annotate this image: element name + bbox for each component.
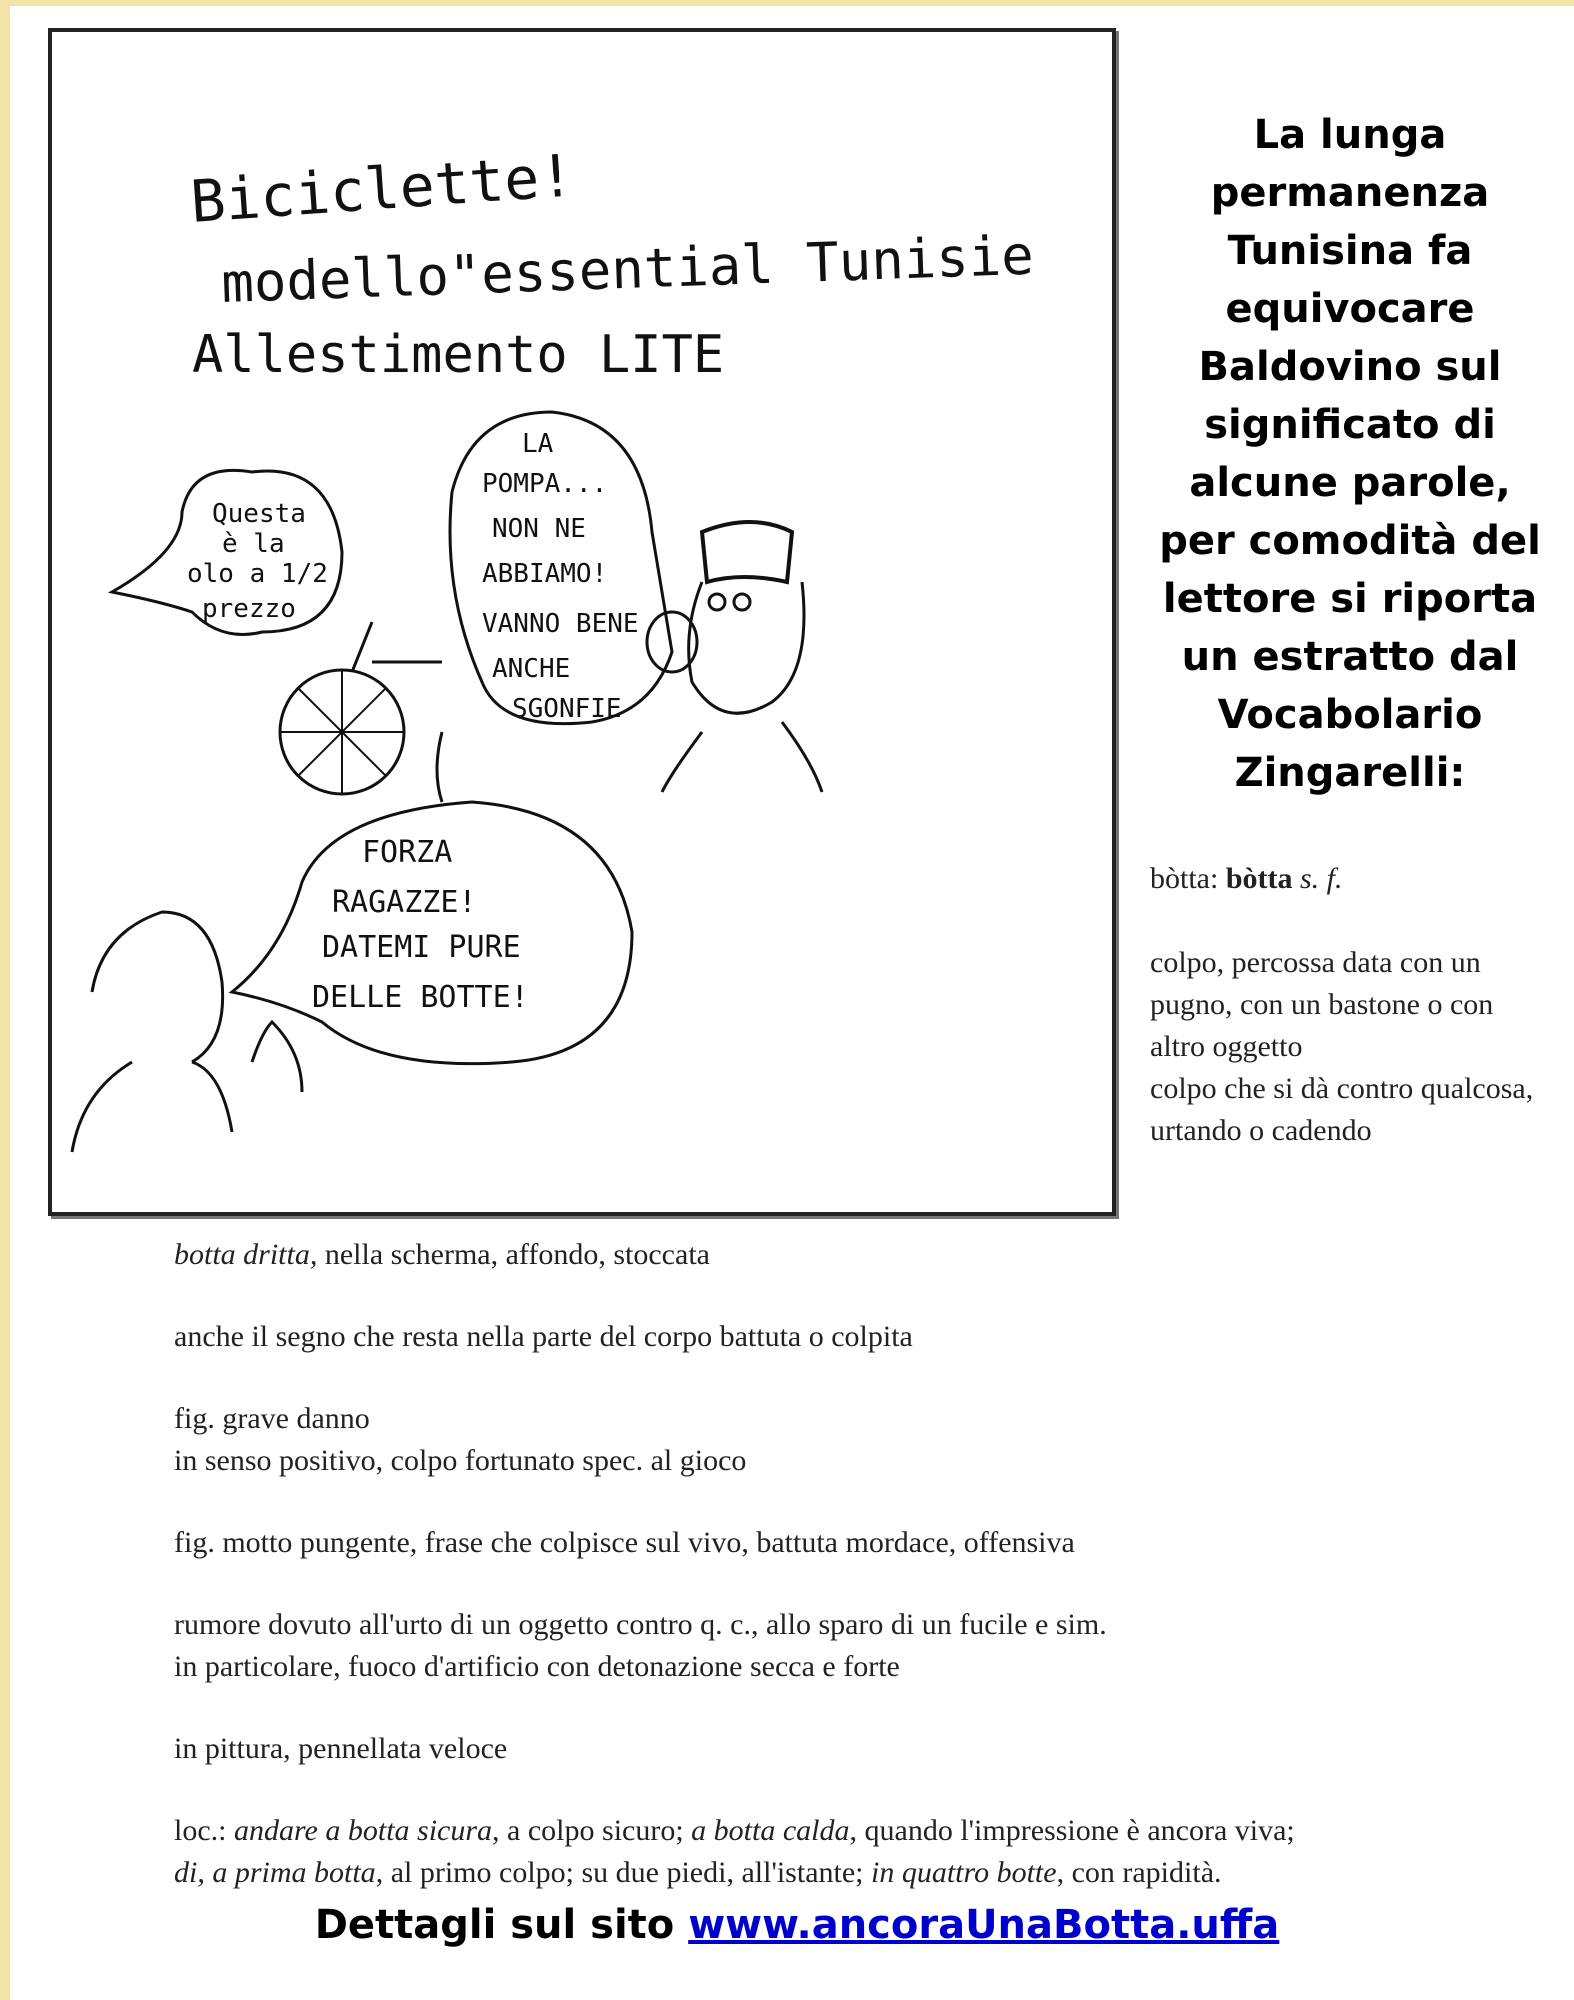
cartoon-heading-1: Biciclette!: [188, 141, 577, 236]
character-bald-icon: [72, 912, 302, 1152]
svg-text:prezzo: prezzo: [202, 594, 296, 624]
entry-pos: s. f.: [1300, 862, 1343, 895]
svg-text:RAGAZZE!: RAGAZZE!: [332, 885, 477, 920]
cartoon-image: [48, 28, 1116, 1216]
footer-label: Dettagli sul sito: [314, 1902, 689, 1948]
definition-4: anche il segno che resta nella parte del corpo battuta o colpita: [174, 1320, 913, 1353]
definition-3: botta dritta, nella scherma, affondo, stoccata: [174, 1238, 710, 1271]
svg-text:olo a 1/2: olo a 1/2: [187, 559, 328, 589]
character-fez-icon: [647, 522, 822, 792]
page: [10, 6, 1574, 2000]
svg-text:POMPA...: POMPA...: [482, 469, 608, 499]
definitions-main: [174, 1234, 1554, 1894]
definition-1: colpo, percossa data con un pugno, con un bastone o con altro oggetto: [1150, 946, 1494, 1063]
side-title: La lunga permanenza Tunisina fa equivocare Baldovino sul significato di alcune parole, per comodità del lettore si riporta un estratto dal Vocabolario Zingarelli:: [1159, 112, 1541, 796]
definition-8: in pittura, pennellata veloce: [174, 1732, 508, 1765]
svg-text:FORZA: FORZA: [362, 835, 453, 870]
svg-text:LA: LA: [522, 429, 554, 459]
svg-text:VANNO BENE: VANNO BENE: [482, 609, 639, 639]
svg-text:ABBIAMO!: ABBIAMO!: [482, 559, 608, 589]
entry-lemma: bòtta: [1225, 862, 1293, 895]
bicycle-icon: [280, 622, 442, 802]
svg-text:SGONFIE: SGONFIE: [512, 694, 622, 724]
svg-text:Questa: Questa: [212, 499, 306, 529]
bubble-left-text: [187, 499, 328, 624]
cartoon-heading-3: Allestimento LITE: [192, 325, 725, 385]
svg-text:DELLE BOTTE!: DELLE BOTTE!: [312, 980, 529, 1015]
site-link[interactable]: www.ancoraUnaBotta.uffa: [688, 1902, 1280, 1948]
definition-5a: fig. grave danno: [174, 1402, 370, 1435]
svg-text:NON NE: NON NE: [492, 514, 586, 544]
definition-7b: in particolare, fuoco d'artificio con detonazione secca e forte: [174, 1650, 900, 1683]
definition-7a: rumore dovuto all'urto di un oggetto contro q. c., allo sparo di un fucile e sim.: [174, 1608, 1107, 1641]
entry-header: bòtta: bòtta s. f.: [1150, 862, 1343, 895]
bubble-right-text: [482, 429, 639, 724]
locutions: loc.: andare a botta sicura, a colpo sicuro; a botta calda, quando l'impressione è ancora viva; di, a prima botta, al primo colpo; su due piedi, all'istante; in quattro botte, con rapidità.: [174, 1814, 1295, 1889]
svg-text:DATEMI PURE: DATEMI PURE: [322, 930, 521, 965]
cartoon-drawing: [52, 32, 1112, 1212]
bubble-bottom-text: [312, 835, 529, 1015]
footer: [10, 1902, 1574, 1948]
definition-sidebar: [1150, 858, 1550, 1152]
svg-text:è la: è la: [222, 529, 285, 559]
cartoon-heading-2: modello"essential Tunisie: [220, 223, 1035, 315]
svg-text:ANCHE: ANCHE: [492, 654, 571, 684]
definition-5b: in senso positivo, colpo fortunato spec. al gioco: [174, 1444, 747, 1477]
definition-2: colpo che si dà contro qualcosa, urtando o cadendo: [1150, 1072, 1534, 1147]
definition-6: fig. motto pungente, frase che colpisce sul vivo, battuta mordace, offensiva: [174, 1526, 1075, 1559]
